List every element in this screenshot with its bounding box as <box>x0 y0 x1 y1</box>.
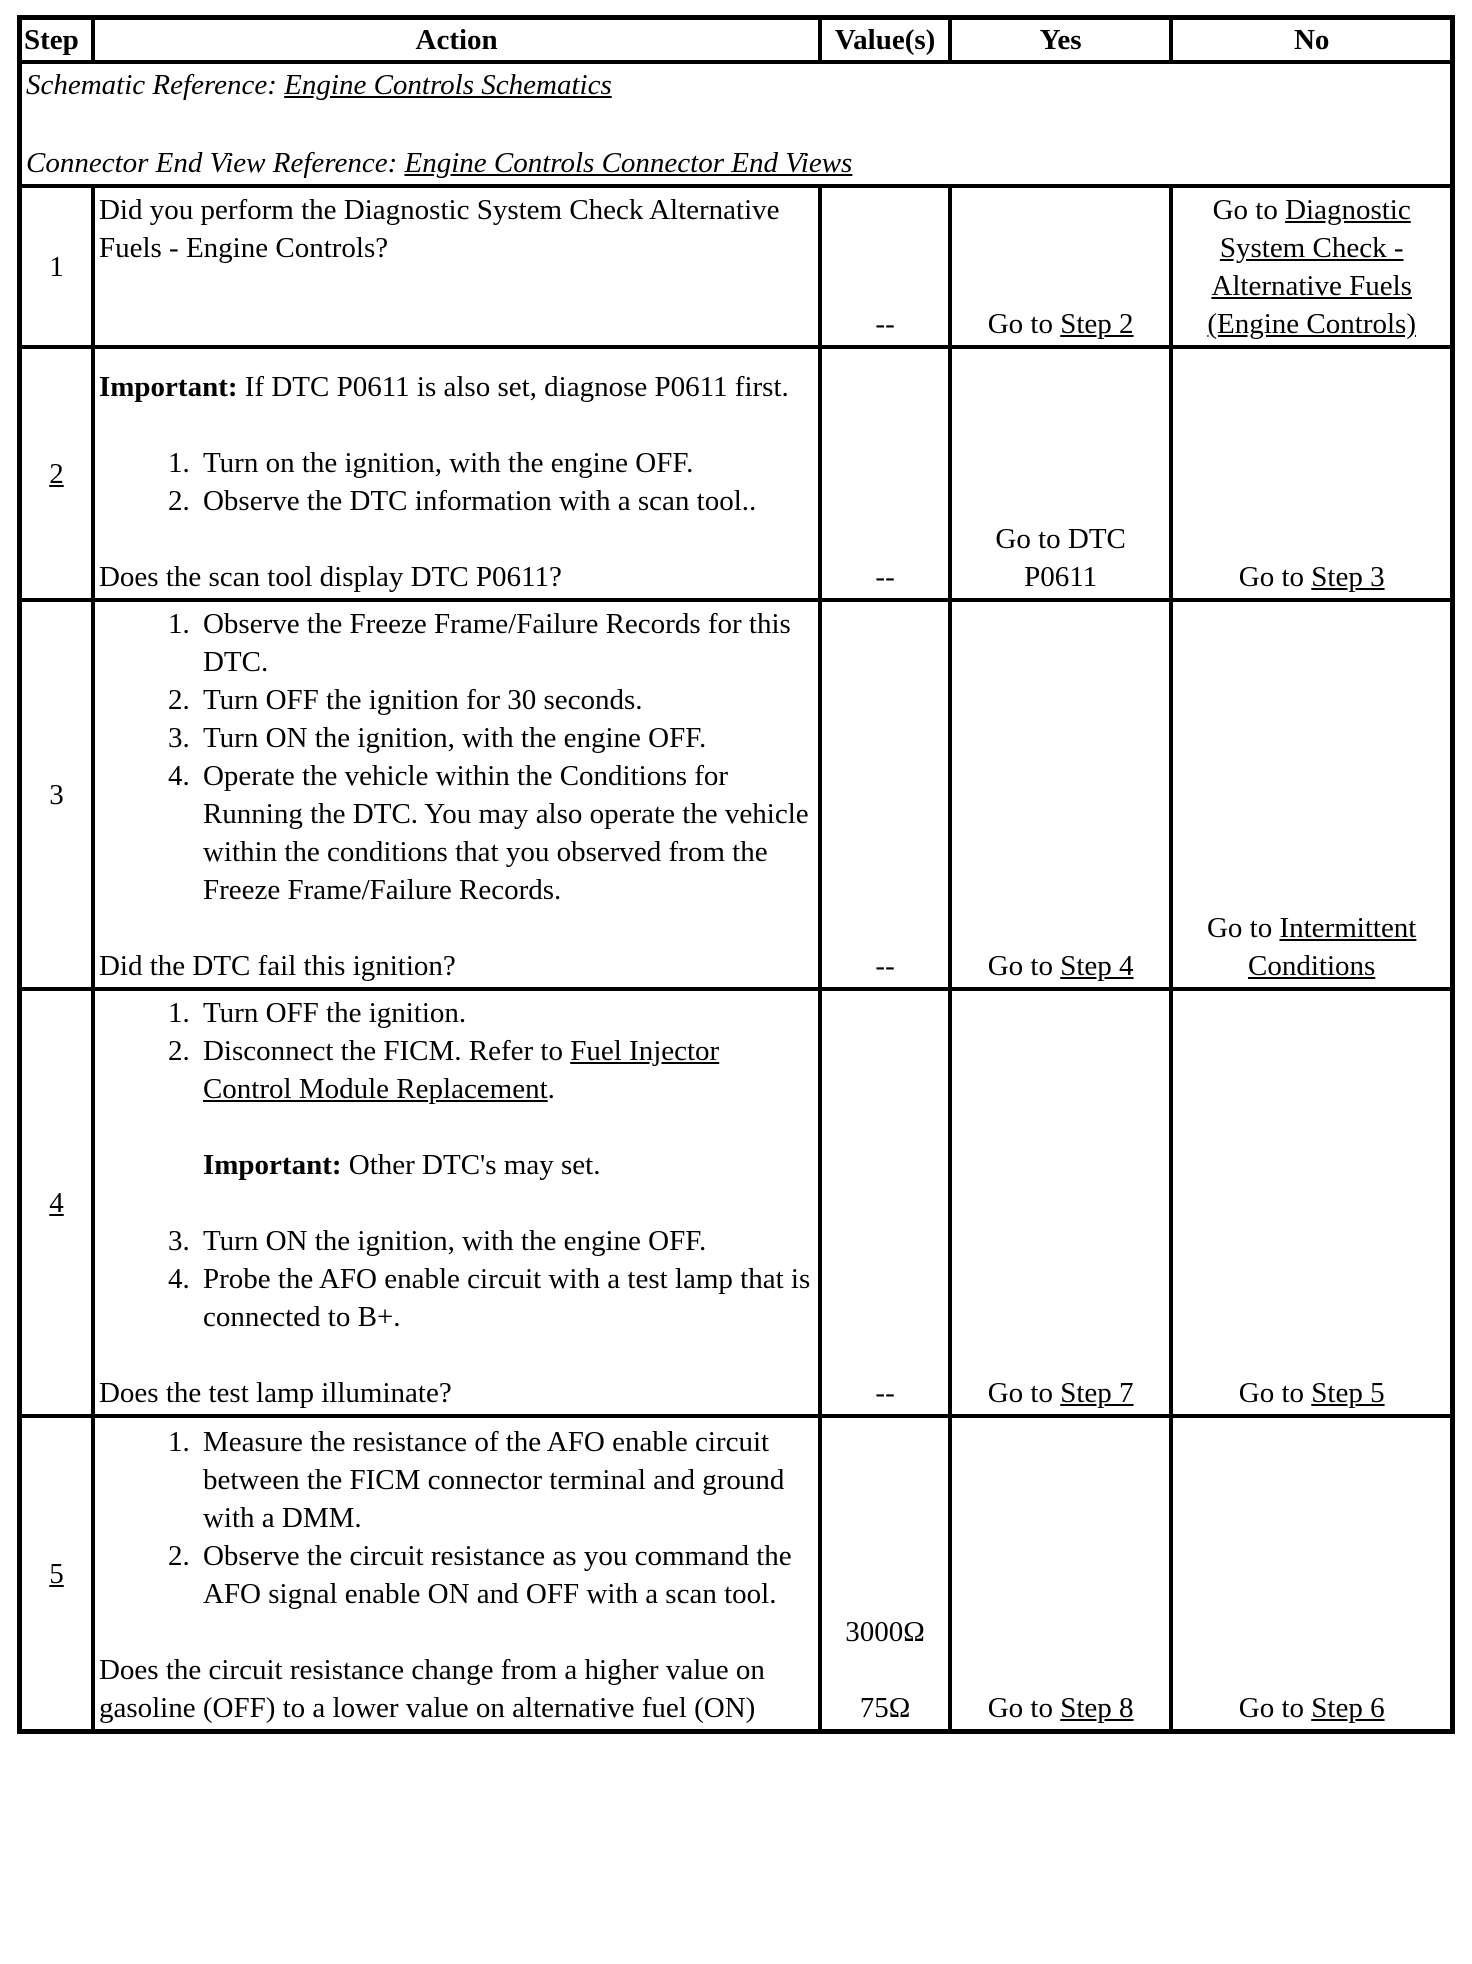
yes-link[interactable]: Step 8 <box>1060 1692 1134 1724</box>
important-label: Important: <box>98 371 238 403</box>
yes-cell: Go to DTC P0611 <box>950 347 1171 600</box>
yes-link[interactable]: Step 2 <box>1060 308 1134 340</box>
no-prefix: Go to <box>1238 561 1312 593</box>
step-link[interactable]: 4 <box>49 1187 64 1219</box>
procedure-list <box>99 444 814 520</box>
table-row-step-3 <box>20 600 1452 989</box>
header-row <box>20 18 1452 62</box>
yes-cell <box>950 989 1171 1416</box>
diagnostic-page <box>17 15 1455 1734</box>
important-text: If DTC P0611 is also set, diagnose P0611 first. <box>237 371 789 403</box>
list-item: 4. Operate the vehicle within the Conditions for Running the DTC. You may also operate the vehicle within the conditions that you observed from the Freeze Frame/Failure Records. <box>197 757 814 909</box>
table-row-step-5 <box>20 1416 1452 1731</box>
no-cell <box>1171 186 1452 347</box>
yes-cell <box>950 600 1171 989</box>
header-values: Value(s) <box>820 18 950 62</box>
list-item: 3. Turn ON the ignition, with the engine OFF. <box>197 719 814 757</box>
list-item: 1. Turn OFF the ignition. <box>197 994 814 1032</box>
list-item-suffix: . <box>547 1073 555 1105</box>
no-prefix: Go to <box>1238 1692 1312 1724</box>
yes-link[interactable]: Step 7 <box>1060 1377 1134 1409</box>
yes-link[interactable]: Step 4 <box>1060 950 1134 982</box>
step-link[interactable]: 2 <box>49 458 64 490</box>
reference-cell <box>20 62 1452 186</box>
question-text: Does the circuit resistance change from a higher value on gasoline (OFF) to a lower value on alternative fuel (ON) <box>98 1654 765 1724</box>
step-link[interactable]: 5 <box>49 1558 64 1590</box>
no-cell <box>1171 347 1452 600</box>
action-cell <box>93 989 820 1416</box>
value-cell: -- <box>820 186 950 347</box>
step-number <box>20 989 93 1416</box>
value-cell <box>820 1416 950 1731</box>
list-item: 2. Observe the circuit resistance as you command the AFO signal enable ON and OFF with a scan tool. <box>197 1537 814 1613</box>
header-step: Step <box>20 18 93 62</box>
no-link[interactable]: Step 3 <box>1311 561 1385 593</box>
no-prefix: Go to <box>1206 912 1280 944</box>
question-text: Does the test lamp illuminate? <box>98 1377 452 1409</box>
connector-reference-link[interactable]: Engine Controls Connector End Views <box>404 147 853 179</box>
yes-prefix: Go to <box>987 1692 1061 1724</box>
connector-reference-label: Connector End View Reference: <box>26 147 405 179</box>
value-cell: -- <box>820 600 950 989</box>
no-prefix: Go to <box>1212 194 1286 226</box>
list-item: 1. Measure the resistance of the AFO enable circuit between the FICM connector terminal and ground with a DMM. <box>197 1423 814 1537</box>
yes-cell <box>950 186 1171 347</box>
question-text: Did the DTC fail this ignition? <box>98 950 456 982</box>
reference-row <box>20 62 1452 186</box>
step-number: 3 <box>20 600 93 989</box>
table-row-step-1 <box>20 186 1452 347</box>
step-number <box>20 347 93 600</box>
list-item: 4. Probe the AFO enable circuit with a test lamp that is connected to B+. <box>197 1260 814 1336</box>
action-cell <box>93 347 820 600</box>
schematic-reference-link[interactable]: Engine Controls Schematics <box>284 69 612 101</box>
action-cell <box>93 600 820 989</box>
important-note <box>99 368 814 406</box>
procedure-list <box>99 1423 814 1613</box>
important-text: Other DTC's may set. <box>341 1149 601 1181</box>
header-no: No <box>1171 18 1452 62</box>
table-row-step-2 <box>20 347 1452 600</box>
step-number <box>20 1416 93 1731</box>
procedure-list <box>99 605 814 909</box>
action-cell <box>93 1416 820 1731</box>
no-cell <box>1171 1416 1452 1731</box>
value-cell: -- <box>820 347 950 600</box>
connector-reference <box>26 144 1446 182</box>
action-cell <box>93 186 820 347</box>
no-link[interactable]: Step 5 <box>1311 1377 1385 1409</box>
yes-cell <box>950 1416 1171 1731</box>
fuel-injector-replacement-link[interactable]: Fuel Injector Control Module Replacement <box>202 1035 720 1105</box>
header-action: Action <box>93 18 820 62</box>
question-text: Did you perform the Diagnostic System Check Alternative Fuels - Engine Controls? <box>98 194 780 264</box>
value-low: 75Ω <box>859 1692 911 1724</box>
list-item: 1. Turn on the ignition, with the engine OFF. <box>197 444 814 482</box>
no-link[interactable]: Diagnostic System Check - Alternative Fuels (Engine Controls) <box>1207 194 1416 340</box>
procedure-list <box>99 994 814 1108</box>
step-number: 1 <box>20 186 93 347</box>
yes-prefix: Go to <box>987 308 1061 340</box>
important-label: Important: <box>202 1149 342 1181</box>
diagnostic-table <box>17 15 1455 1734</box>
table-row-step-4 <box>20 989 1452 1416</box>
no-cell <box>1171 989 1452 1416</box>
list-item: 3. Turn ON the ignition, with the engine OFF. <box>197 1222 814 1260</box>
list-item: 1. Observe the Freeze Frame/Failure Records for this DTC. <box>197 605 814 681</box>
list-item: 2. Observe the DTC information with a scan tool.. <box>197 482 814 520</box>
no-prefix: Go to <box>1238 1377 1312 1409</box>
value-high: 3000Ω <box>845 1616 925 1648</box>
list-item-text: Disconnect the FICM. Refer to <box>202 1035 571 1067</box>
header-yes: Yes <box>950 18 1171 62</box>
yes-prefix: Go to <box>987 950 1061 982</box>
procedure-list <box>99 1222 814 1336</box>
schematic-reference <box>26 66 1446 104</box>
question-text: Does the scan tool display DTC P0611? <box>98 561 562 593</box>
list-item: 2. Turn OFF the ignition for 30 seconds. <box>197 681 814 719</box>
schematic-reference-label: Schematic Reference: <box>26 69 285 101</box>
no-link[interactable]: Step 6 <box>1311 1692 1385 1724</box>
list-item <box>197 1032 814 1108</box>
value-cell: -- <box>820 989 950 1416</box>
important-note <box>99 1146 814 1184</box>
yes-prefix: Go to <box>987 1377 1061 1409</box>
no-cell <box>1171 600 1452 989</box>
no-link[interactable]: Intermittent Conditions <box>1248 912 1417 982</box>
